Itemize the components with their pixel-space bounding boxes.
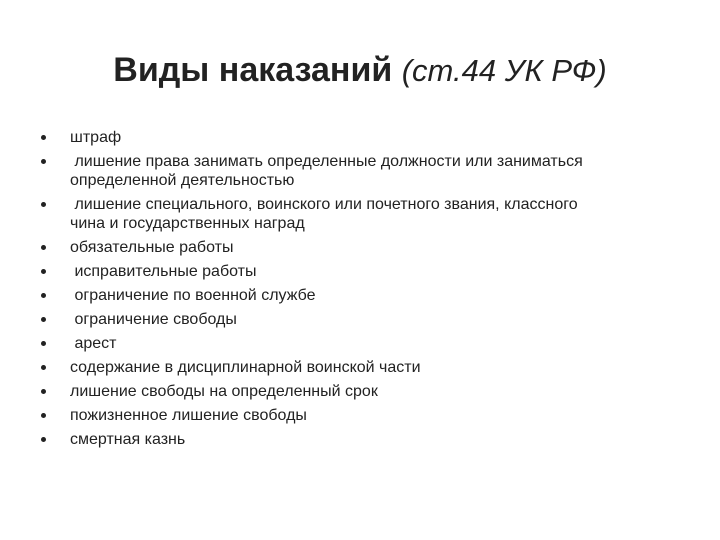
list-item-text: ограничение свободы [70,311,237,328]
list-item [40,430,680,449]
list-item-text: ограничение по военной службе [70,287,316,304]
bullet-icon [41,437,46,442]
bullet-icon [41,389,46,394]
list-item [40,195,680,233]
list-item [40,406,680,425]
list-item-text: арест [70,335,117,352]
list-item [40,358,680,377]
list-item-text: штраф [70,129,122,146]
list-item [40,286,680,305]
bullet-icon [41,317,46,322]
list-item-text: лишение специального, воинского или почетного звания, классного чина и государственных наград [70,196,578,232]
list-item [40,152,680,190]
bullet-icon [41,245,46,250]
list-item-text: смертная казнь [70,431,186,448]
bullet-icon [41,413,46,418]
list-item [40,382,680,401]
list-item-text: обязательные работы [70,239,234,256]
list-item-text: содержание в дисциплинарной воинской части [70,359,421,376]
bullet-icon [41,159,46,164]
list-item-text: лишение свободы на определенный срок [70,383,378,400]
list-item [40,262,680,281]
list-item-text: исправительные работы [70,263,257,280]
list-item [40,238,680,257]
list-item-text: лишение права занимать определенные должности или заниматься определенной деятельностью [70,153,583,189]
bullet-icon [41,365,46,370]
slide-title [0,48,720,93]
bullet-icon [41,135,46,140]
title-article-reference: (ст.44 УК РФ) [401,53,607,88]
list-item-text: пожизненное лишение свободы [70,407,307,424]
punishment-list [40,128,680,454]
bullet-icon [41,293,46,298]
bullet-icon [41,202,46,207]
title-main: Виды наказаний [113,51,393,89]
bullet-icon [41,269,46,274]
list-item [40,128,680,147]
list-item [40,310,680,329]
bullet-icon [41,341,46,346]
list-item [40,334,680,353]
